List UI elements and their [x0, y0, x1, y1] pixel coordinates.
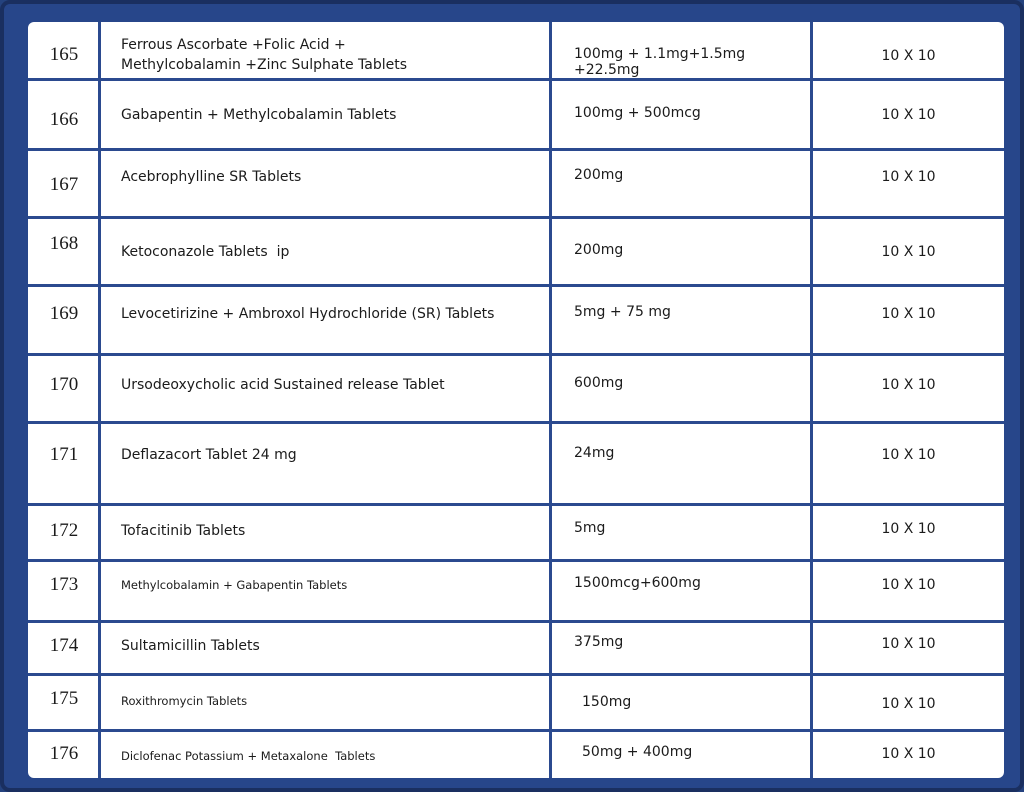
- product-name: Ferrous Ascorbate +Folic Acid + Methylcobalamin +Zinc Sulphate Tablets: [121, 37, 408, 73]
- pack-size: 10 X 10: [881, 577, 936, 593]
- product-dose: 150mg: [582, 694, 632, 710]
- pack-size: 10 X 10: [881, 244, 936, 260]
- pack-size: 10 X 10: [881, 447, 936, 463]
- row-number: 175: [49, 688, 79, 709]
- product-name: Gabapentin + Methylcobalamin Tablets: [121, 107, 397, 123]
- table-row: [28, 285, 1004, 354]
- product-name: Tofacitinib Tablets: [121, 523, 246, 539]
- product-dose: 200mg: [574, 167, 624, 183]
- product-dose: 24mg: [574, 445, 615, 461]
- table-row: [28, 730, 1004, 778]
- product-name: Ursodeoxycholic acid Sustained release Tablet: [121, 377, 445, 393]
- row-number: 176: [49, 743, 79, 764]
- table-row: [28, 149, 1004, 217]
- table-row: [28, 621, 1004, 674]
- column-divider: [98, 22, 101, 778]
- row-number: 170: [49, 374, 79, 395]
- table-row: [28, 217, 1004, 285]
- product-dose: 375mg: [574, 634, 624, 650]
- table-row: [28, 504, 1004, 560]
- pack-size: 10 X 10: [881, 746, 936, 762]
- table-row: [28, 79, 1004, 149]
- column-divider: [810, 22, 813, 778]
- product-dose: 100mg + 500mcg: [574, 105, 701, 121]
- product-name: Deflazacort Tablet 24 mg: [121, 447, 297, 463]
- product-dose: 50mg + 400mg: [582, 744, 693, 760]
- row-number: 167: [49, 174, 79, 195]
- product-dose: 100mg + 1.1mg+1.5mg +22.5mg: [574, 46, 746, 78]
- row-number: 169: [49, 303, 79, 324]
- table-row: [28, 422, 1004, 504]
- table-row: [28, 560, 1004, 621]
- pack-size: 10 X 10: [881, 169, 936, 185]
- table-row: [28, 674, 1004, 730]
- product-name: Sultamicillin Tablets: [121, 638, 260, 654]
- table-row: [28, 354, 1004, 422]
- row-number: 165: [49, 44, 79, 65]
- row-number: 173: [49, 574, 79, 595]
- product-name: Roxithromycin Tablets: [121, 694, 248, 708]
- product-name: Ketoconazole Tablets ip: [121, 244, 290, 260]
- product-dose: 5mg + 75 mg: [574, 304, 671, 320]
- pack-size: 10 X 10: [881, 696, 936, 712]
- row-number: 174: [49, 635, 79, 656]
- product-name: Diclofenac Potassium + Metaxalone Tablets: [121, 749, 376, 763]
- pack-size: 10 X 10: [881, 521, 936, 537]
- pack-size: 10 X 10: [881, 107, 936, 123]
- product-dose: 600mg: [574, 375, 624, 391]
- product-dose: 5mg: [574, 520, 606, 536]
- product-table: [28, 22, 1004, 778]
- product-name: Methylcobalamin + Gabapentin Tablets: [121, 578, 348, 592]
- product-name: Acebrophylline SR Tablets: [121, 169, 302, 185]
- product-name: Levocetirizine + Ambroxol Hydrochloride (SR) Tablets: [121, 306, 495, 322]
- pack-size: 10 X 10: [881, 306, 936, 322]
- table-row: [28, 22, 1004, 79]
- row-number: 168: [49, 233, 79, 254]
- row-number: 172: [49, 520, 79, 541]
- pack-size: 10 X 10: [881, 48, 936, 64]
- row-number: 166: [49, 109, 79, 130]
- product-dose: 200mg: [574, 242, 624, 258]
- column-divider: [549, 22, 552, 778]
- product-dose: 1500mcg+600mg: [574, 575, 701, 591]
- row-number: 171: [49, 444, 79, 465]
- pack-size: 10 X 10: [881, 377, 936, 393]
- pack-size: 10 X 10: [881, 636, 936, 652]
